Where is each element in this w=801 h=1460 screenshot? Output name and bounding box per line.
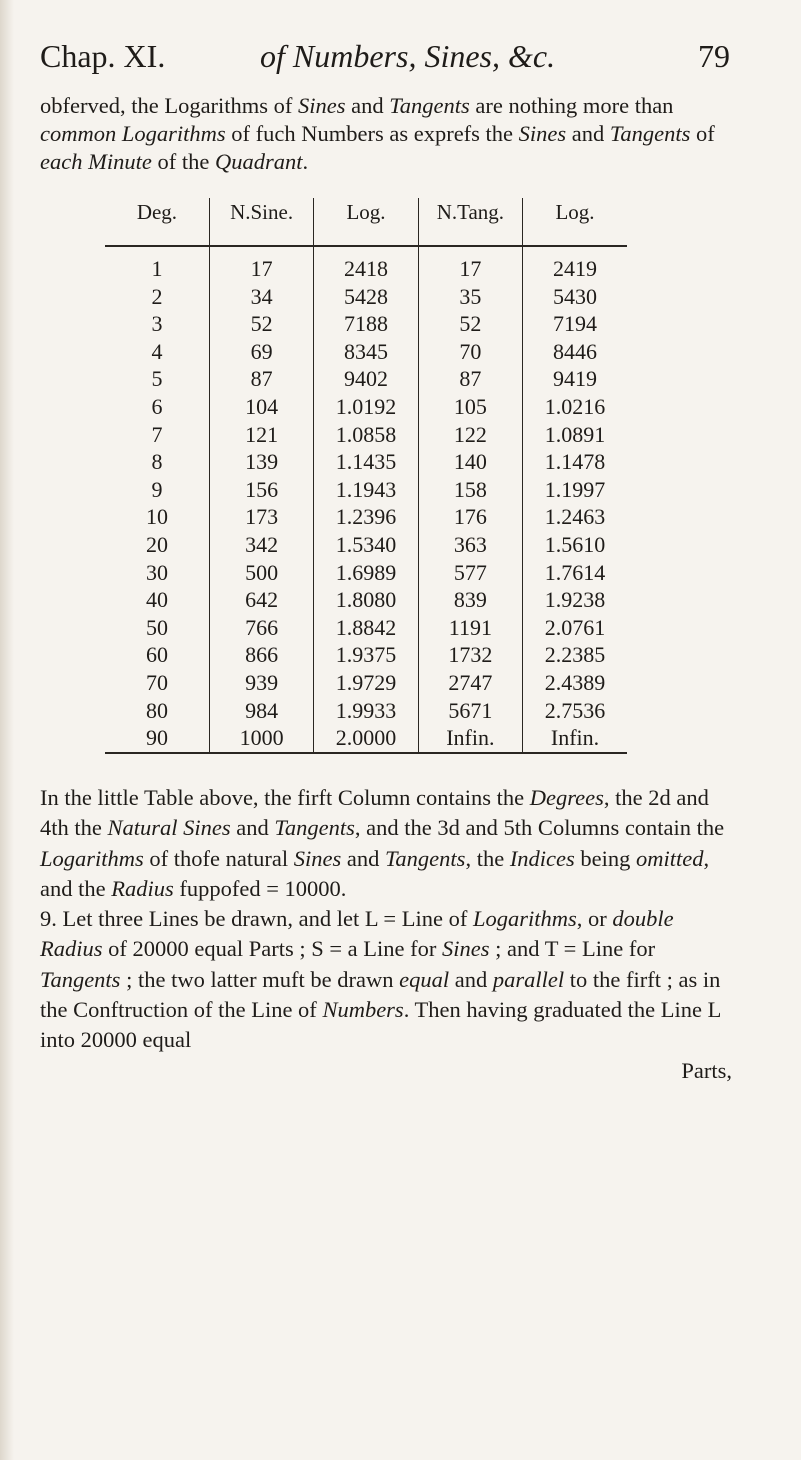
text-run: and (449, 966, 493, 992)
table-row (105, 669, 627, 697)
cell-log-tang: 7194 (523, 310, 627, 338)
text-run: , the (465, 845, 510, 871)
italic-term: Tangents (609, 121, 691, 146)
cell-ntang: 140 (418, 448, 522, 476)
sines-tangents-table (105, 198, 627, 770)
cell-ntang: 158 (418, 476, 522, 504)
cell-log-sine: 1.2396 (314, 503, 418, 531)
cell-nsine: 121 (209, 421, 313, 449)
italic-term: Radius (111, 875, 174, 901)
italic-term: omitted (636, 845, 704, 871)
cell-deg: 7 (151, 421, 163, 447)
italic-term: Logarithms (472, 906, 577, 932)
italic-term: double Radius (40, 906, 674, 962)
cell-log-sine: 1.9375 (314, 641, 418, 669)
table-row (105, 246, 627, 283)
cell-deg: 1 (151, 256, 163, 281)
cell-ntang: Infin. (418, 724, 522, 753)
text-run: of thofe natural (143, 845, 294, 871)
cell-log-tang: 1.7614 (523, 559, 627, 587)
table-row (105, 614, 627, 642)
cell-nsine: 642 (209, 586, 313, 614)
cell-log-sine: 1.0192 (314, 393, 418, 421)
cell-log-tang: 2.0761 (523, 614, 627, 642)
page-number: 79 (698, 38, 730, 74)
text-run: and (345, 93, 390, 118)
cell-nsine: 866 (209, 641, 313, 669)
cell-ntang: 35 (418, 283, 522, 311)
cell-ntang: 577 (418, 559, 522, 587)
cell-nsine: 17 (209, 246, 313, 283)
cell-deg: 40 (145, 587, 168, 613)
italic-term: Tangents (384, 845, 466, 871)
cell-ntang: 87 (418, 365, 522, 393)
cell-log-tang: 2.2385 (523, 641, 627, 669)
table-row (105, 503, 627, 531)
cell-log-sine: 1.1943 (314, 476, 418, 504)
cell-log-tang: 1.0216 (523, 393, 627, 421)
text-run: and (566, 121, 610, 146)
cell-log-tang: Infin. (523, 724, 627, 753)
cell-nsine: 342 (209, 531, 313, 559)
text-run: and (230, 815, 275, 841)
cell-log-sine: 2.0000 (314, 724, 418, 753)
text-run: are nothing more than (469, 93, 674, 118)
paragraph-section-9 (40, 904, 740, 1055)
italic-term: Tangents (389, 93, 470, 118)
text-run: ; and T = Line for (489, 936, 656, 962)
page-header (40, 38, 730, 88)
cell-nsine: 766 (209, 614, 313, 642)
catchword: Parts, (681, 1057, 732, 1083)
cell-log-tang: 9419 (523, 365, 627, 393)
cell-log-tang: 2419 (523, 246, 627, 283)
cell-nsine: 500 (209, 559, 313, 587)
cell-log-sine: 1.8080 (314, 586, 418, 614)
intro-paragraph (40, 92, 740, 176)
cell-log-tang: 1.1478 (523, 448, 627, 476)
text-run: ; the two latter muft be drawn (120, 966, 400, 992)
running-title: of Numbers, Sines, &c. (260, 38, 556, 74)
table-row (105, 283, 627, 311)
cell-nsine: 34 (209, 283, 313, 311)
cell-ntang: 105 (418, 393, 522, 421)
italic-term: Tangents (274, 815, 355, 841)
italic-term: Indices (509, 845, 575, 871)
cell-log-tang: 1.9238 (523, 586, 627, 614)
header-nsine: N.Sine. (209, 198, 313, 246)
cell-ntang: 363 (418, 531, 522, 559)
text-run: , and the 3d and 5th Columns contain the (354, 815, 725, 841)
body-text (40, 783, 740, 1086)
cell-nsine: 156 (209, 476, 313, 504)
text-run: of 20000 equal Parts ; S = a Line for (102, 936, 443, 962)
italic-term: each Minute (40, 149, 152, 174)
table-row (105, 338, 627, 366)
cell-deg: 3 (151, 311, 163, 337)
italic-term: parallel (492, 966, 565, 992)
cell-log-sine: 9402 (314, 365, 418, 393)
cell-log-sine: 1.0858 (314, 421, 418, 449)
cell-nsine: 984 (209, 697, 313, 725)
cell-nsine: 939 (209, 669, 313, 697)
cell-deg: 4 (151, 338, 163, 364)
text-run: being (574, 845, 637, 871)
cell-deg: 30 (145, 559, 168, 585)
cell-log-tang: 1.0891 (523, 421, 627, 449)
text-run: fuppofed = 10000. (173, 875, 347, 901)
italic-term: Numbers (322, 997, 404, 1023)
cell-deg: 9 (151, 476, 163, 502)
cell-ntang: 52 (418, 310, 522, 338)
cell-nsine: 104 (209, 393, 313, 421)
table-row (105, 421, 627, 449)
cell-ntang: 2747 (418, 669, 522, 697)
cell-ntang: 70 (418, 338, 522, 366)
chapter-label: Chap. XI. (40, 38, 166, 74)
table-row (105, 531, 627, 559)
text-run: 9. Let three Lines be drawn, and let L = Line of (40, 906, 473, 932)
header-deg: Deg. (105, 198, 209, 246)
cell-log-sine: 5428 (314, 283, 418, 311)
cell-log-sine: 1.1435 (314, 448, 418, 476)
italic-term: equal (399, 966, 450, 992)
italic-term: Natural Sines (107, 815, 231, 841)
header-log-sine: Log. (314, 198, 418, 246)
cell-log-sine: 1.5340 (314, 531, 418, 559)
cell-log-tang: 1.1997 (523, 476, 627, 504)
cell-ntang: 1191 (418, 614, 522, 642)
text-run: In the little Table above, the firft Column contains the (40, 785, 530, 810)
table-row (105, 559, 627, 587)
italic-term: Sines (293, 845, 342, 871)
cell-deg: 10 (145, 504, 168, 530)
text-run: of fuch Numbers as exprefs the (225, 121, 519, 146)
cell-deg: 6 (151, 393, 163, 419)
cell-nsine: 173 (209, 503, 313, 531)
cell-nsine: 87 (209, 365, 313, 393)
cell-deg: 60 (145, 642, 168, 668)
cell-log-sine: 7188 (314, 310, 418, 338)
cell-nsine: 69 (209, 338, 313, 366)
cell-deg: 70 (145, 669, 168, 695)
cell-ntang: 1732 (418, 641, 522, 669)
italic-term: Logarithms (40, 845, 144, 871)
cell-log-sine: 1.9933 (314, 697, 418, 725)
text-run: , the 2d and 4th the (40, 785, 709, 841)
cell-deg: 8 (151, 449, 163, 475)
cell-log-tang: 8446 (523, 338, 627, 366)
text-run: and (341, 845, 385, 871)
italic-term: Sines (298, 93, 346, 118)
italic-term: Sines (442, 936, 490, 962)
italic-term: Degrees (529, 785, 604, 810)
cell-deg: 90 (105, 724, 209, 753)
italic-term: Quadrant (214, 149, 303, 174)
cell-log-tang: 2.4389 (523, 669, 627, 697)
cell-nsine: 139 (209, 448, 313, 476)
text-run: of (690, 121, 715, 146)
text-run: . (302, 149, 309, 174)
table-row (105, 697, 627, 725)
cell-deg: 80 (145, 697, 168, 723)
table-row (105, 641, 627, 669)
cell-log-sine: 1.6989 (314, 559, 418, 587)
cell-ntang: 5671 (418, 697, 522, 725)
table-row (105, 724, 627, 753)
text-run: of the (151, 149, 215, 174)
italic-term: common Logarithms (40, 121, 226, 146)
italic-term: Tangents (40, 966, 121, 992)
table-row (105, 476, 627, 504)
table-row (105, 448, 627, 476)
cell-log-sine: 8345 (314, 338, 418, 366)
cell-log-tang: 1.5610 (523, 531, 627, 559)
cell-nsine: 52 (209, 310, 313, 338)
cell-nsine: 1000 (209, 724, 313, 753)
cell-ntang: 17 (418, 246, 522, 283)
cell-deg: 5 (151, 366, 163, 392)
header-log-tang: Log. (523, 198, 627, 246)
cell-log-tang: 1.2463 (523, 503, 627, 531)
cell-ntang: 176 (418, 503, 522, 531)
cell-log-sine: 1.9729 (314, 669, 418, 697)
cell-deg: 2 (151, 283, 163, 309)
table-row (105, 310, 627, 338)
table-body (105, 246, 627, 753)
text-run: obferved, the Logarithms of (40, 93, 299, 118)
cell-ntang: 122 (418, 421, 522, 449)
cell-log-tang: 5430 (523, 283, 627, 311)
cell-log-tang: 2.7536 (523, 697, 627, 725)
cell-log-sine: 2418 (314, 246, 418, 283)
table-row (105, 393, 627, 421)
cell-deg: 20 (145, 531, 168, 557)
text-run: . Then having graduated the Line L into 20000 equal (40, 997, 721, 1053)
page-gutter-shadow (0, 0, 14, 1460)
text-run: , or (576, 906, 613, 932)
cell-log-sine: 1.8842 (314, 614, 418, 642)
table-row (105, 365, 627, 393)
table-row (105, 586, 627, 614)
text-run: to the firft ; as in the Conftruction of the Line of (40, 966, 721, 1023)
log-table (105, 198, 627, 754)
header-ntang: N.Tang. (418, 198, 522, 246)
text-run: , and the (40, 845, 710, 901)
cell-ntang: 839 (418, 586, 522, 614)
cell-deg: 50 (145, 614, 168, 640)
italic-term: Sines (518, 121, 567, 146)
paragraph-table-explanation (40, 783, 740, 904)
table-header-row (105, 198, 627, 246)
